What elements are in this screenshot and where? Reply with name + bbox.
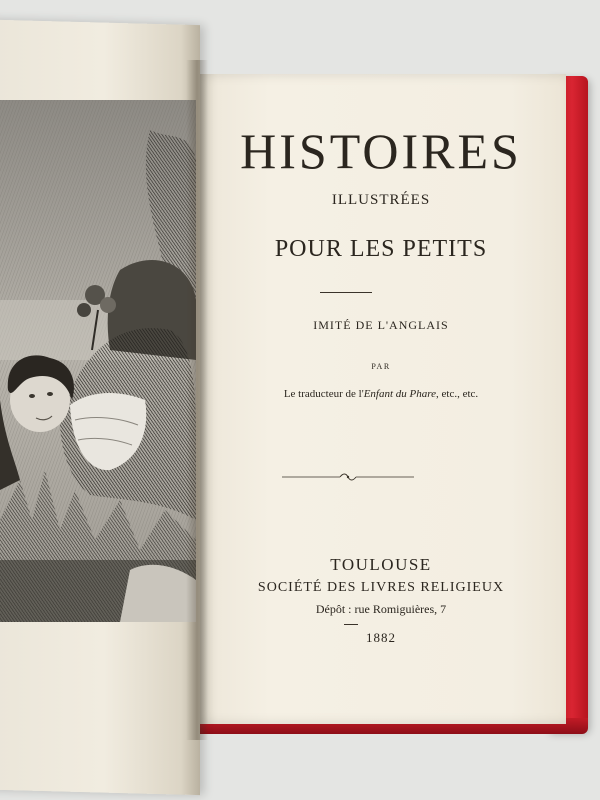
imitation-note: IMITÉ DE L'ANGLAIS bbox=[313, 318, 449, 332]
frontispiece-engraving bbox=[0, 100, 196, 622]
book-subtitle-small: ILLUSTRÉES bbox=[331, 192, 431, 208]
publisher-name: SOCIÉTÉ DES LIVRES RELIGIEUX bbox=[257, 580, 505, 595]
translator-work-title: Enfant du Phare bbox=[363, 388, 436, 400]
book-subtitle-large: POUR LES PETITS bbox=[274, 236, 488, 262]
book-title: HISTOIRES bbox=[240, 123, 522, 179]
translator-prefix: Le traducteur de l' bbox=[283, 388, 364, 400]
translator-credit bbox=[196, 388, 566, 400]
year-dash bbox=[344, 624, 358, 625]
publication-year: 1882 bbox=[366, 630, 396, 645]
by-word: PAR bbox=[371, 362, 391, 371]
decorative-ornament-rule bbox=[282, 472, 414, 482]
publisher-city: TOULOUSE bbox=[330, 555, 432, 574]
publisher-depot: Dépôt : rue Romiguières, 7 bbox=[315, 602, 447, 616]
title-divider-rule bbox=[320, 292, 372, 293]
translator-suffix: , etc., etc. bbox=[436, 388, 479, 400]
